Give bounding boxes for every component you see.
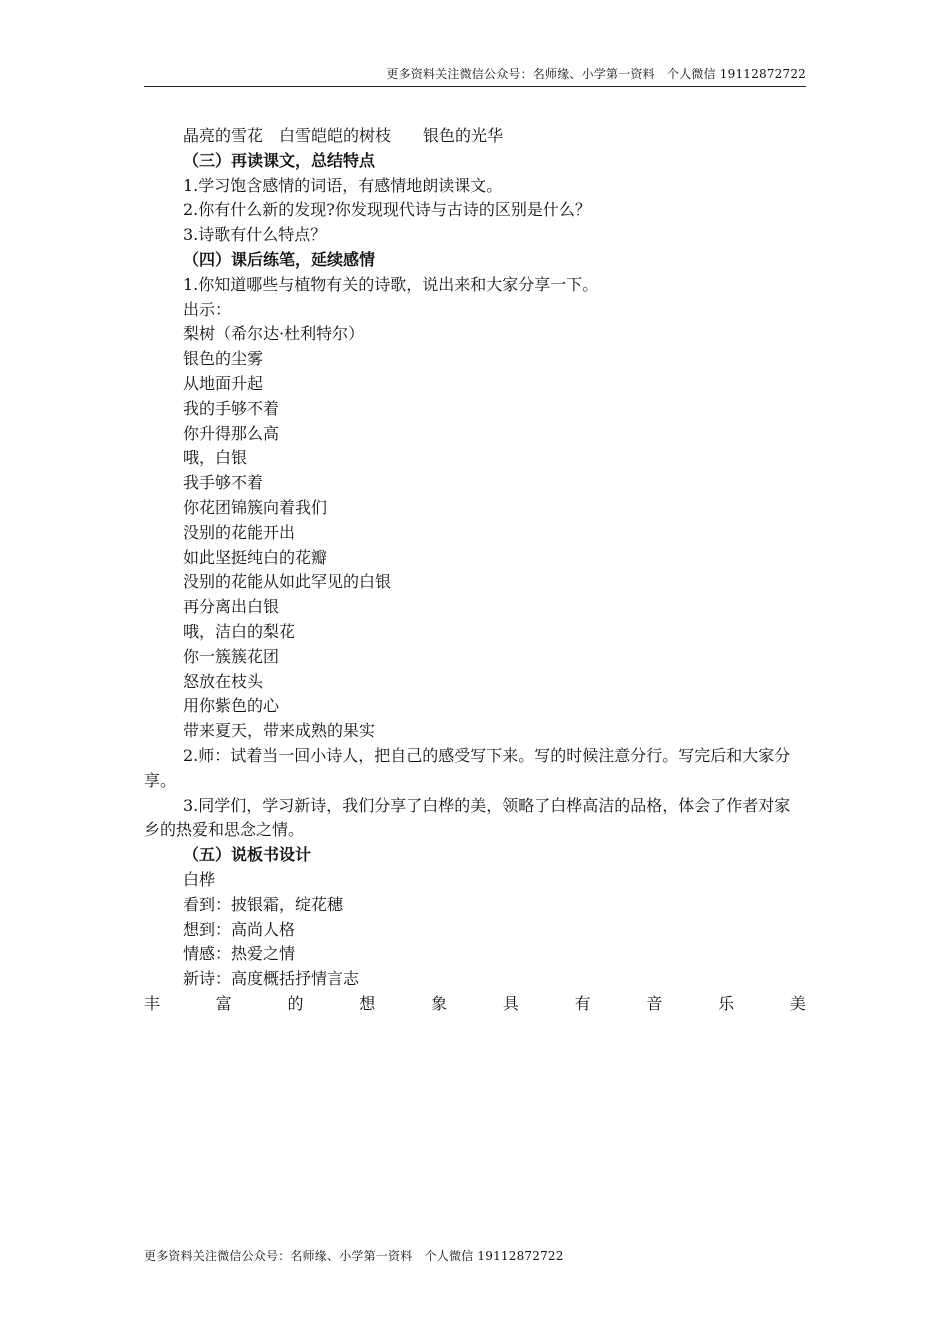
spread-char: 的 (287, 993, 304, 1013)
page-header (144, 66, 806, 87)
poem-line: 你升得那么高 (183, 423, 280, 443)
page-footer: 更多资料关注微信公众号：名师缘、小学第一资料 个人微信 19112872722 (144, 1249, 564, 1263)
intro-line: 晶亮的雪花 白雪皑皑的树枝 银色的光华 (183, 126, 504, 145)
document-body (144, 124, 806, 1017)
poem-line: 带来夏天，带来成熟的果实 (183, 721, 376, 741)
poem-line: 没别的花能从如此罕见的白银 (183, 572, 392, 592)
section3-item: 1.学习饱含感情的词语，有感情地朗读课文。 (183, 175, 503, 195)
poem-line: 哦，白银 (183, 448, 248, 468)
show-label: 出示： (183, 299, 232, 319)
poem-line: 银色的尘雾 (183, 349, 264, 369)
poem-line: 哦，洁白的梨花 (183, 621, 296, 641)
section3-item: 3.诗歌有什么特点？ (183, 225, 327, 245)
board-line: 看到：披银霜，绽花穗 (183, 894, 344, 914)
spread-char: 象 (431, 993, 448, 1013)
poem-line: 怒放在枝头 (183, 671, 264, 691)
section4-item1: 1.你知道哪些与植物有关的诗歌，说出来和大家分享一下。 (183, 274, 599, 294)
spread-char: 具 (502, 993, 519, 1013)
header-text: 更多资料关注微信公众号：名师缘、小学第一资料 个人微信 19112872722 (386, 67, 806, 81)
poem-line: 我手够不着 (183, 473, 264, 493)
spread-char: 富 (215, 993, 232, 1013)
spread-char: 有 (574, 993, 591, 1013)
poem-line: 没别的花能开出 (183, 522, 296, 542)
board-line: 新诗：高度概括抒情言志 (183, 969, 360, 989)
spread-char: 乐 (718, 993, 735, 1013)
section5-heading: （五）说板书设计 (183, 845, 312, 865)
poem-line: 你花团锦簇向着我们 (183, 497, 328, 517)
spread-char: 想 (359, 993, 376, 1013)
section4-item3: 3.同学们，学习新诗，我们分享了白桦的美，领略了白桦高洁的品格，体会了作者对家乡的热爱和思念之情。 (144, 795, 791, 840)
board-line: 想到：高尚人格 (183, 919, 296, 939)
section4-item2: 2.师：试着当一回小诗人，把自己的感受写下来。写的时候注意分行。写完后和大家分享。 (144, 745, 791, 790)
board-title: 白桦 (183, 869, 216, 889)
poem-title: 梨树（希尔达·杜利特尔） (183, 324, 365, 344)
poem-line: 你一簇簇花团 (183, 646, 280, 666)
spread-char: 音 (646, 993, 663, 1013)
section3-item: 2.你有什么新的发现?你发现现代诗与古诗的区别是什么？ (183, 200, 591, 220)
poem-line: 如此坚挺纯白的花瓣 (183, 547, 328, 567)
board-line: 情感：热爱之情 (183, 944, 296, 964)
spread-line (144, 992, 806, 1017)
poem-line: 从地面升起 (183, 373, 264, 393)
spread-char: 丰 (144, 993, 161, 1013)
section3-heading: （三）再读课文，总结特点 (183, 150, 376, 170)
spread-char: 美 (789, 993, 806, 1013)
poem-line: 再分离出白银 (183, 597, 280, 617)
section4-heading: （四）课后练笔，延续感情 (183, 249, 376, 269)
poem-line: 用你紫色的心 (183, 696, 280, 716)
poem-line: 我的手够不着 (183, 398, 280, 418)
